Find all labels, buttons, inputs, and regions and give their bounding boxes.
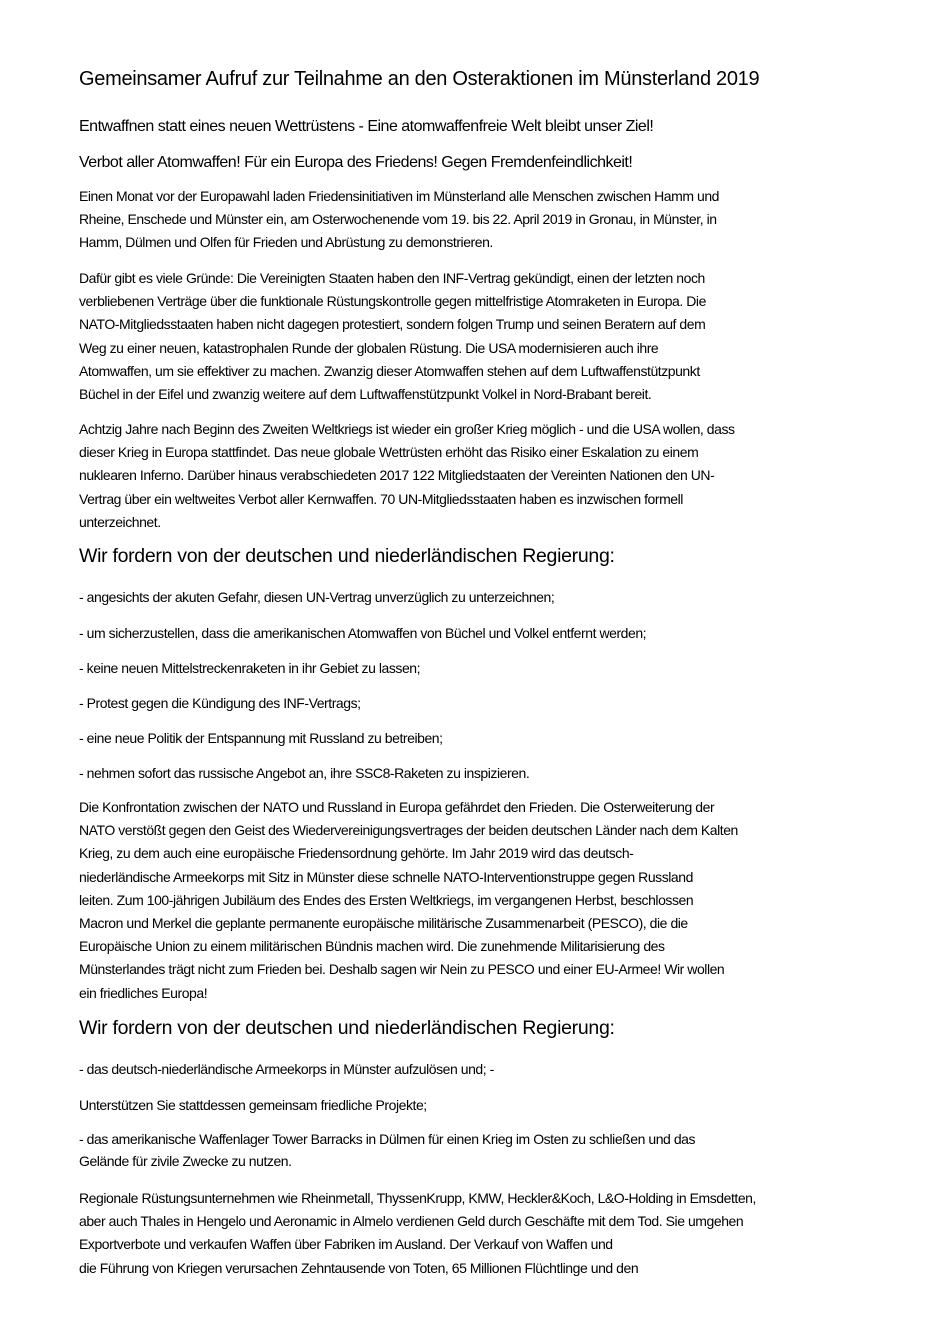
paragraph-confrontation	[79, 796, 909, 1005]
text-line: Gelände für zivile Zwecke zu nutzen.	[79, 1153, 292, 1169]
paragraph-industry	[79, 1187, 909, 1280]
paragraph-intro	[79, 185, 909, 255]
subtitle-disarm: Entwaffnen statt eines neuen Wettrüstens - Eine atomwaffenfreie Welt bleibt unser Ziel!	[79, 118, 654, 135]
text-line: Achtzig Jahre nach Beginn des Zweiten Weltkriegs ist wieder ein großer Krieg möglich - und die USA wollen, dass	[79, 421, 735, 437]
paragraph-reasons	[79, 267, 909, 406]
text-line: Macron und Merkel die geplante permanente europäische militärische Zusammenarbeit (PESCO), die die	[79, 915, 688, 932]
demand-item: - nehmen sofort das russische Angebot an, ihre SSC8-Raketen zu inspizieren.	[79, 765, 530, 781]
text-line: - das amerikanische Waffenlager Tower Barracks in Dülmen für einen Krieg im Osten zu schließen und das	[79, 1131, 696, 1147]
text-line: Atomwaffen, um sie effektiver zu machen. Zwanzig dieser Atomwaffen stehen auf dem Luftwaffenstützpunkt	[79, 362, 700, 379]
text-line: die Führung von Kriegen verursachen Zehntausende von Toten, 65 Millionen Flüchtlinge und den	[79, 1259, 639, 1276]
demand-item: - eine neue Politik der Entspannung mit Russland zu betreiben;	[79, 730, 443, 746]
text-line: NATO-Mitgliedsstaaten haben nicht dagegen protestiert, sondern folgen Trump und seinen Beratern auf dem	[79, 316, 706, 333]
text-line: nuklearen Inferno. Darüber hinaus verabschiedeten 2017 122 Mitgliedstaaten der Vereinten Nationen den UN-	[79, 467, 715, 484]
text-line: Europäische Union zu einem militärischen Bündnis machen wird. Die zunehmende Militarisierung des	[79, 938, 665, 955]
section-heading: Wir fordern von der deutschen und niederländischen Regierung:	[79, 1017, 615, 1039]
text-line: Exportverbote und verkaufen Waffen über Fabriken im Ausland. Der Verkauf von Waffen und	[79, 1236, 613, 1253]
text-line: Büchel in der Eifel und zwanzig weitere auf dem Luftwaffenstützpunkt Volkel in Nord-Brabant bereit.	[79, 386, 652, 403]
demand-item: - keine neuen Mittelstreckenraketen in ihr Gebiet zu lassen;	[79, 660, 421, 676]
demand-item: - Protest gegen die Kündigung des INF-Vertrags;	[79, 695, 361, 711]
text-line: Einen Monat vor der Europawahl laden Friedensinitiativen im Münsterland alle Menschen zwischen Hamm und	[79, 188, 719, 204]
text-line: ein friedliches Europa!	[79, 984, 208, 1001]
text-line: Regionale Rüstungsunternehmen wie Rheinmetall, ThyssenKrupp, KMW, Heckler&Koch, L&O-Holding in Emsdetten,	[79, 1190, 756, 1206]
text-line: Vertrag über ein weltweites Verbot aller Kernwaffen. 70 UN-Mitgliedsstaaten haben es inzwischen formell	[79, 490, 683, 507]
text-line: aber auch Thales in Hengelo und Aeronamic in Almelo verdienen Geld durch Geschäfte mit dem Tod. Sie umgehen	[79, 1213, 744, 1230]
text-line: niederländische Armeekorps mit Sitz in Münster diese schnelle NATO-Interventionstruppe gegen Russland	[79, 868, 693, 885]
demand-item: - das deutsch-niederländische Armeekorps in Münster aufzulösen und; -	[79, 1061, 494, 1077]
text-line: Rheine, Enschede und Münster ein, am Osterwochenende vom 19. bis 22. April 2019 in Gronau, in Münster, in	[79, 211, 717, 228]
page-title: Gemeinsamer Aufruf zur Teilnahme an den Osteraktionen im Münsterland 2019	[79, 68, 760, 90]
text-line: leiten. Zum 100-jährigen Jubiläum des Endes des Ersten Weltkriegs, im vergangenen Herbst, beschlossen	[79, 891, 694, 908]
text-line: Münsterlandes trägt nicht zum Frieden bei. Deshalb sagen wir Nein zu PESCO und einer EU-Armee! Wir wollen	[79, 961, 725, 978]
demand-item: - angesichts der akuten Gefahr, diesen UN-Vertrag unverzüglich zu unterzeichnen;	[79, 589, 555, 605]
demand-item: - um sicherzustellen, dass die amerikanischen Atomwaffen von Büchel und Volkel entfernt werden;	[79, 625, 647, 641]
text-line: Krieg, zu dem auch eine europäische Friedensordnung gehörte. Im Jahr 2019 wird das deutsch-	[79, 845, 634, 862]
text-line: Die Konfrontation zwischen der NATO und Russland in Europa gefährdet den Frieden. Die Osterweiterung der	[79, 799, 715, 815]
subtitle-ban: Verbot aller Atomwaffen! Für ein Europa des Friedens! Gegen Fremdenfeindlichkeit!	[79, 154, 633, 171]
text-line: Hamm, Dülmen und Olfen für Frieden und Abrüstung zu demonstrieren.	[79, 234, 493, 251]
text-line: Weg zu einer neuen, katastrophalen Runde der globalen Rüstung. Die USA modernisieren auch ihre	[79, 339, 659, 356]
section-heading: Wir fordern von der deutschen und niederländischen Regierung:	[79, 545, 615, 567]
text-line: unterzeichnet.	[79, 513, 161, 530]
demand-item: Unterstützen Sie stattdessen gemeinsam friedliche Projekte;	[79, 1097, 427, 1113]
paragraph-war	[79, 418, 909, 534]
text-line: Dafür gibt es viele Gründe: Die Vereinigten Staaten haben den INF-Vertrag gekündigt, einen der letzten noch	[79, 270, 705, 286]
text-line: NATO verstößt gegen den Geist des Wiedervereinigungsvertrages der beiden deutschen Länder nach dem Kalten	[79, 822, 738, 839]
text-line: dieser Krieg in Europa stattfindet. Das neue globale Wettrüsten erhöht das Risiko einer Eskalation zu einem	[79, 444, 699, 461]
demand-item	[79, 1128, 909, 1172]
text-line: verbliebenen Verträge über die funktionale Rüstungskontrolle gegen mittelfristige Atomraketen in Europa. Die	[79, 293, 706, 310]
